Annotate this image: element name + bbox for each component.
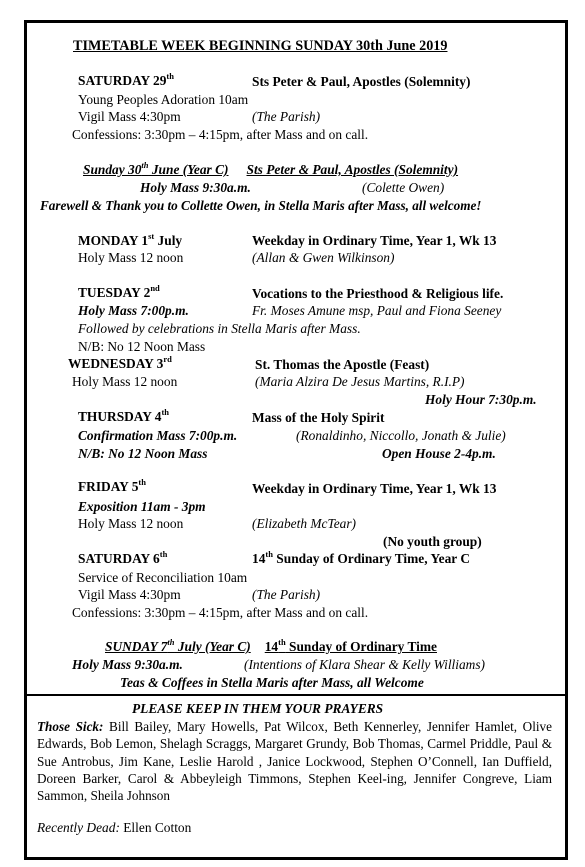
sat6-feast: 14th Sunday of Ordinary Time, Year C bbox=[252, 548, 470, 566]
sat29-day: SATURDAY 29th bbox=[78, 70, 174, 88]
mon1-feast: Weekday in Ordinary Time, Year 1, Wk 13 bbox=[252, 233, 497, 248]
wed3-mass: Holy Mass 12 noon bbox=[72, 374, 178, 389]
sick-list: Those Sick: Bill Bailey, Mary Howells, Pat Wilcox, Beth Kennerley, Jennifer Hamlet, Olive Edwards, Bob Lemon, Shelagh Scraggs, Margaret Grundy, Bob Thomas, Carmel Priddle, Paul & Sue Antrobus, Jim Kane, Leslie Harold , Janice Lockwood, Stephen O’Connell, Ian Duffield, Doreen Barker, Carol & Abbeyleigh Timmons, Stephen Keel-ing, Jennifer Congreve, Liam Sammon, Sheila Johnson bbox=[37, 719, 552, 804]
recently-dead: Recently Dead: Ellen Cotton bbox=[37, 820, 192, 835]
fri5-day: FRIDAY 5th bbox=[78, 476, 146, 494]
sat6-vigil-intention: (The Parish) bbox=[252, 587, 321, 602]
thu4-feast: Mass of the Holy Spirit bbox=[252, 410, 385, 425]
sat6-day: SATURDAY 6th bbox=[78, 548, 168, 566]
sun30-mass-intention: (Colette Owen) bbox=[362, 180, 445, 195]
fri5-mass: Holy Mass 12 noon bbox=[78, 516, 184, 531]
tue2-no-noon-mass: N/B: No 12 Noon Mass bbox=[78, 339, 206, 354]
tue2-feast: Vocations to the Priesthood & Religious life. bbox=[252, 286, 504, 301]
sun30-farewell: Farewell & Thank you to Collette Owen, in Stella Maris after Mass, all welcome! bbox=[40, 198, 482, 213]
tue2-day: TUESDAY 2nd bbox=[78, 282, 160, 300]
fri5-exposition: Exposition 11am - 3pm bbox=[78, 499, 206, 514]
tue2-mass: Holy Mass 7:00p.m. bbox=[78, 303, 189, 318]
mon1-mass: Holy Mass 12 noon bbox=[78, 250, 184, 265]
tue2-mass-intention: Fr. Moses Amune msp, Paul and Fiona Seeney bbox=[252, 303, 502, 318]
sat29-vigil-intention: (The Parish) bbox=[252, 109, 321, 124]
thu4-no-noon-mass: N/B: No 12 Noon Mass bbox=[78, 446, 208, 461]
sun30-heading: Sunday 30th June (Year C) Sts Peter & Paul, Apostles (Solemnity) bbox=[83, 159, 459, 177]
mon1-day: MONDAY 1st July bbox=[78, 230, 183, 248]
wed3-holy-hour: Holy Hour 7:30p.m. bbox=[425, 392, 537, 407]
fri5-feast: Weekday in Ordinary Time, Year 1, Wk 13 bbox=[252, 481, 497, 496]
sat6-confessions: Confessions: 3:30pm – 4:15pm, after Mass and on call. bbox=[72, 605, 369, 620]
fri5-mass-intention: (Elizabeth McTear) bbox=[252, 516, 357, 531]
tue2-celebrations: Followed by celebrations in Stella Maris after Mass. bbox=[78, 321, 361, 336]
thu4-day: THURSDAY 4th bbox=[78, 406, 170, 424]
sat29-adoration: Young Peoples Adoration 10am bbox=[78, 92, 249, 107]
mon1-mass-intention: (Allan & Gwen Wilkinson) bbox=[252, 250, 395, 265]
thu4-open-house: Open House 2-4p.m. bbox=[382, 446, 496, 461]
sat6-reconciliation: Service of Reconciliation 10am bbox=[78, 570, 248, 585]
sun7-heading: SUNDAY 7th July (Year C) 14th Sunday of Ordinary Time bbox=[105, 636, 437, 654]
prayers-heading: PLEASE KEEP IN THEM YOUR PRAYERS bbox=[132, 701, 384, 716]
wed3-feast: St. Thomas the Apostle (Feast) bbox=[255, 357, 430, 372]
page-title: TIMETABLE WEEK BEGINNING SUNDAY 30th June 2019 bbox=[73, 38, 448, 54]
sun7-mass: Holy Mass 9:30a.m. bbox=[72, 657, 183, 672]
sat29-feast: Sts Peter & Paul, Apostles (Solemnity) bbox=[252, 74, 471, 89]
sat6-vigil: Vigil Mass 4:30pm bbox=[78, 587, 181, 602]
sat29-confessions: Confessions: 3:30pm – 4:15pm, after Mass and on call. bbox=[72, 127, 369, 142]
section-divider bbox=[27, 694, 565, 696]
sat29-vigil: Vigil Mass 4:30pm bbox=[78, 109, 181, 124]
wed3-mass-intention: (Maria Alzira De Jesus Martins, R.I.P) bbox=[255, 374, 465, 389]
thu4-mass-intention: (Ronaldinho, Niccollo, Jonath & Julie) bbox=[296, 428, 506, 443]
wed3-day: WEDNESDAY 3rd bbox=[68, 353, 172, 371]
fri5-no-youth-group: (No youth group) bbox=[383, 534, 482, 549]
sun7-mass-intention: (Intentions of Klara Shear & Kelly Williams) bbox=[244, 657, 486, 672]
thu4-mass: Confirmation Mass 7:00p.m. bbox=[78, 428, 238, 443]
sun7-teas: Teas & Coffees in Stella Maris after Mass, all Welcome bbox=[120, 675, 424, 690]
sun30-mass: Holy Mass 9:30a.m. bbox=[140, 180, 251, 195]
